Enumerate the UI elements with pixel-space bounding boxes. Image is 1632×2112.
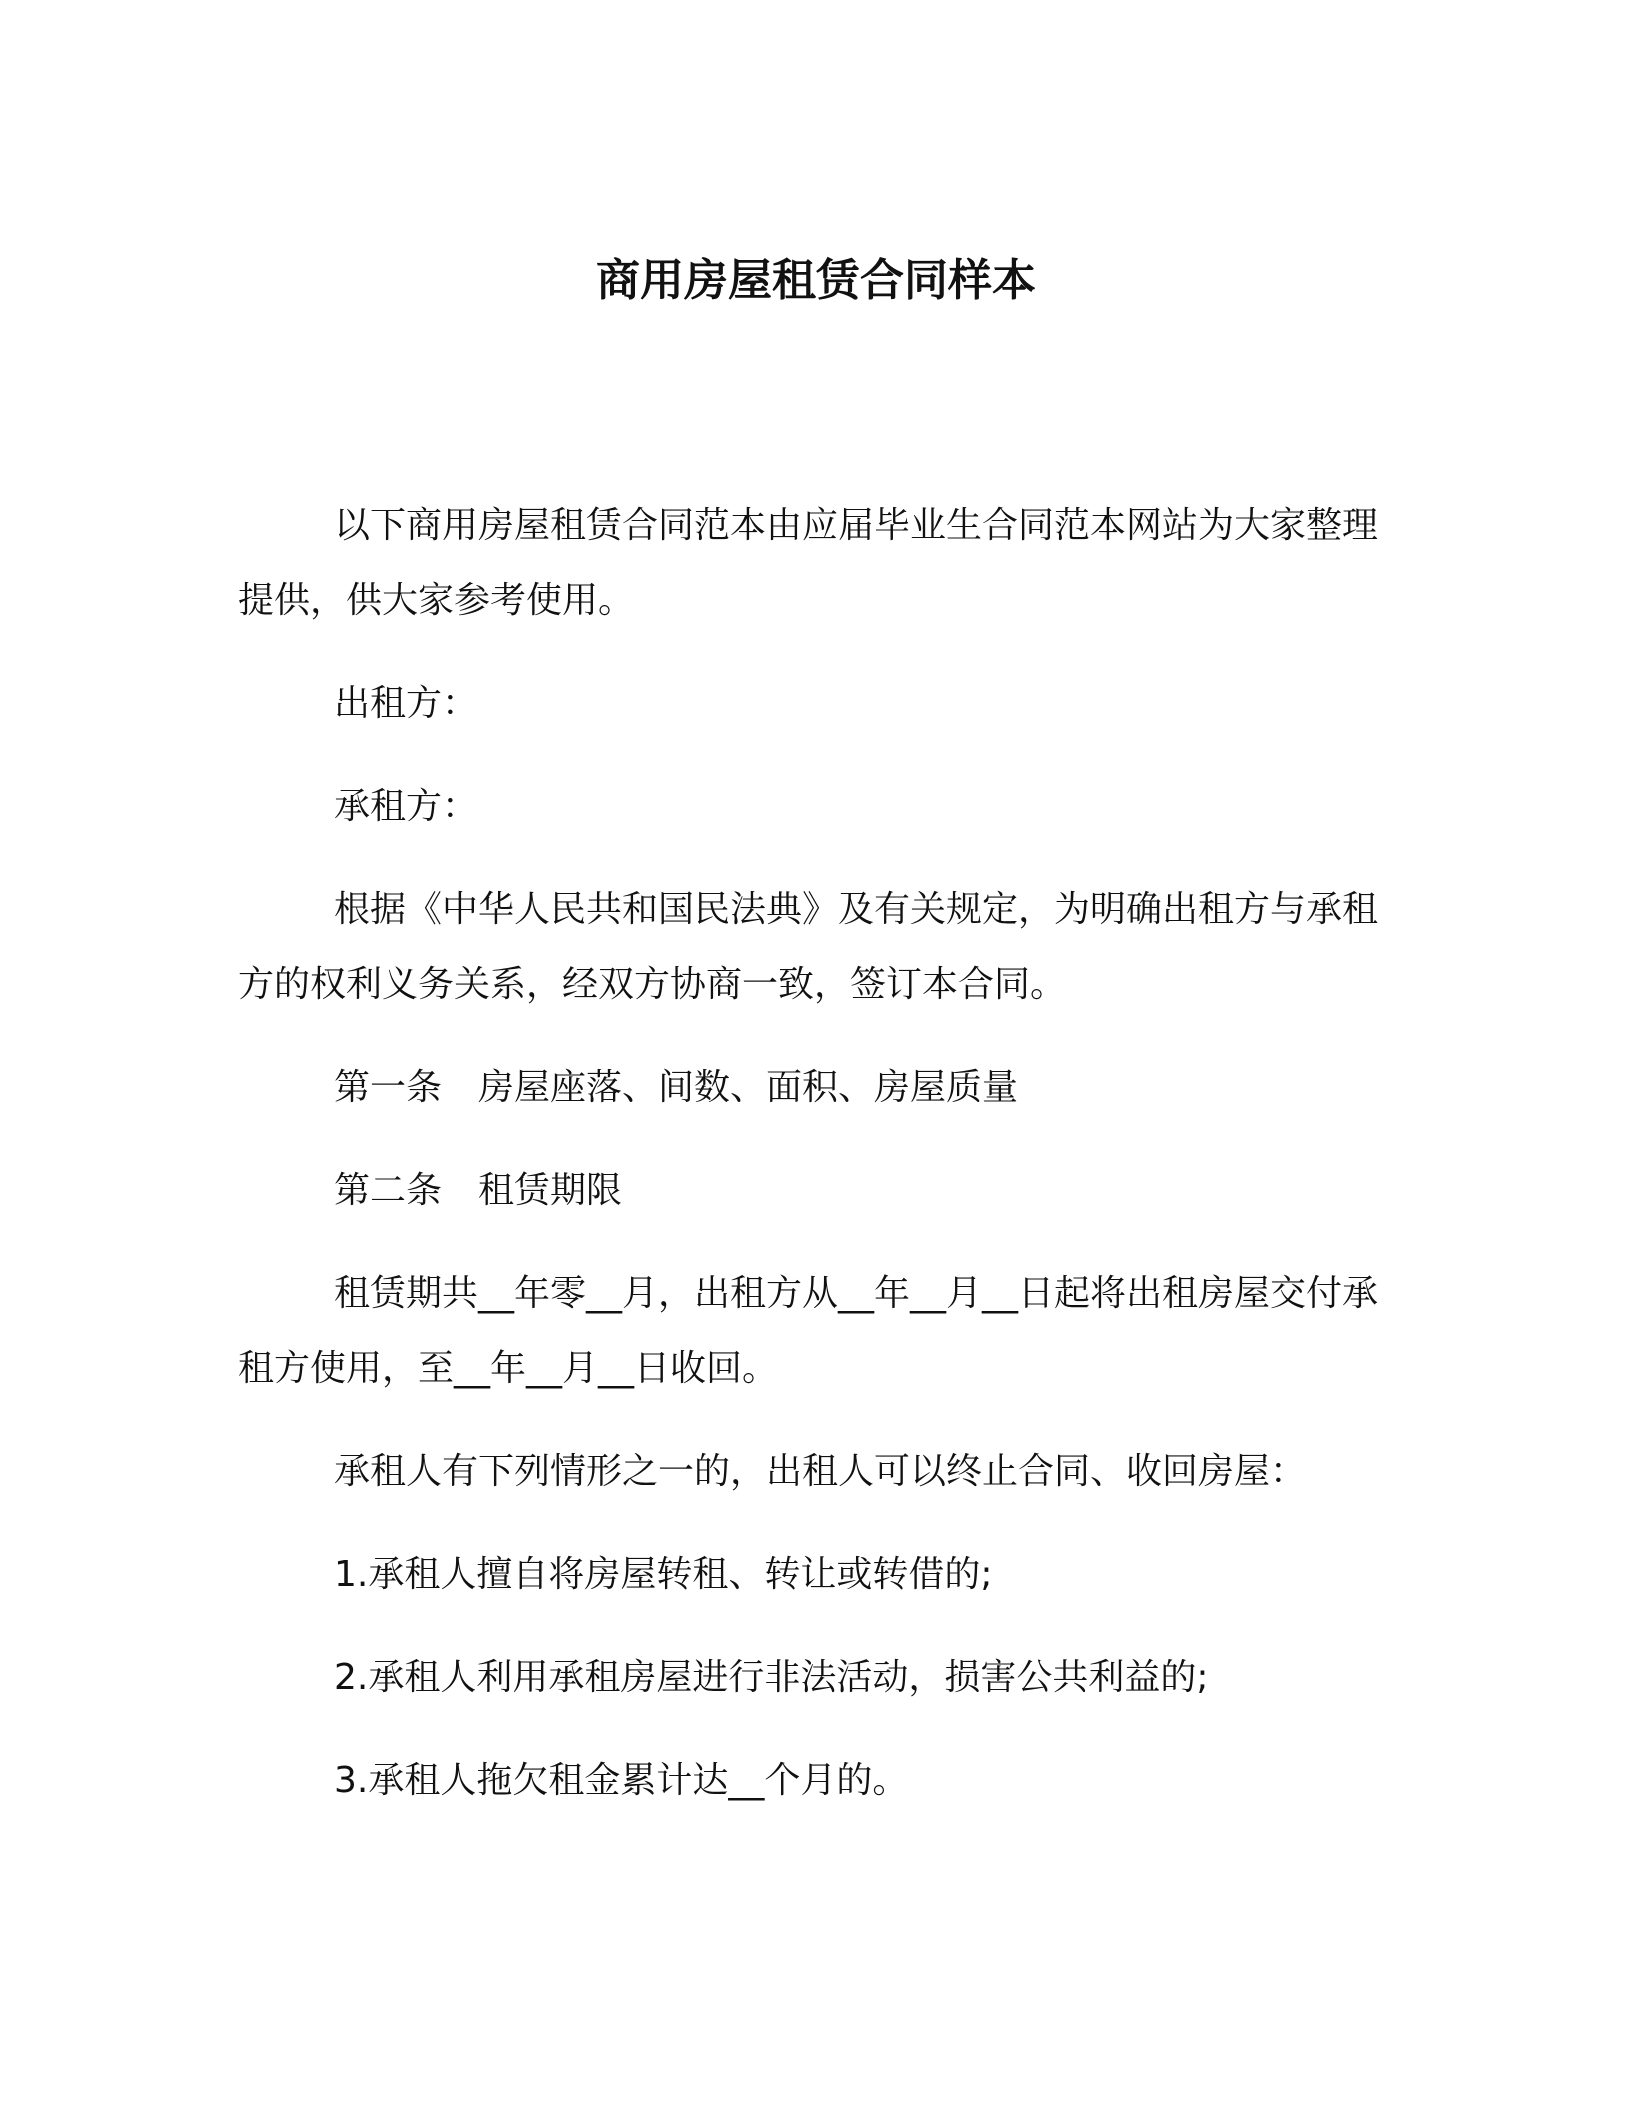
document-body: [238, 488, 1398, 1846]
lessee-line: 承租方：: [334, 786, 479, 827]
termination-item-3: 3.承租人拖欠租金累计达__个月的。: [334, 1760, 909, 1801]
termination-intro: 承租人有下列情形之一的，出租人可以终止合同、收回房屋：: [334, 1451, 1307, 1492]
lessor-line: 出租方：: [334, 683, 479, 724]
article-one-heading: 第一条 房屋座落、间数、面积、房屋质量: [334, 1067, 1019, 1108]
basis-paragraph: 根据《中华人民共和国民法典》及有关规定，为明确出租方与承租方的权利义务关系，经双方协商一致，签订本合同。: [238, 889, 1379, 1005]
termination-item-2: 2.承租人利用承租房屋进行非法活动，损害公共利益的;: [334, 1657, 1209, 1698]
lease-term-paragraph: 租赁期共__年零__月，出租方从__年__月__日起将出租房屋交付承租方使用，至__年__月__日收回。: [238, 1273, 1379, 1389]
document-title: 商用房屋租赁合同样本: [596, 255, 1036, 307]
article-two-heading: 第二条 租赁期限: [334, 1170, 623, 1211]
termination-item-1: 1.承租人擅自将房屋转租、转让或转借的;: [334, 1554, 993, 1595]
intro-paragraph: 以下商用房屋租赁合同范本由应届毕业生合同范本网站为大家整理提供，供大家参考使用。: [238, 505, 1379, 621]
